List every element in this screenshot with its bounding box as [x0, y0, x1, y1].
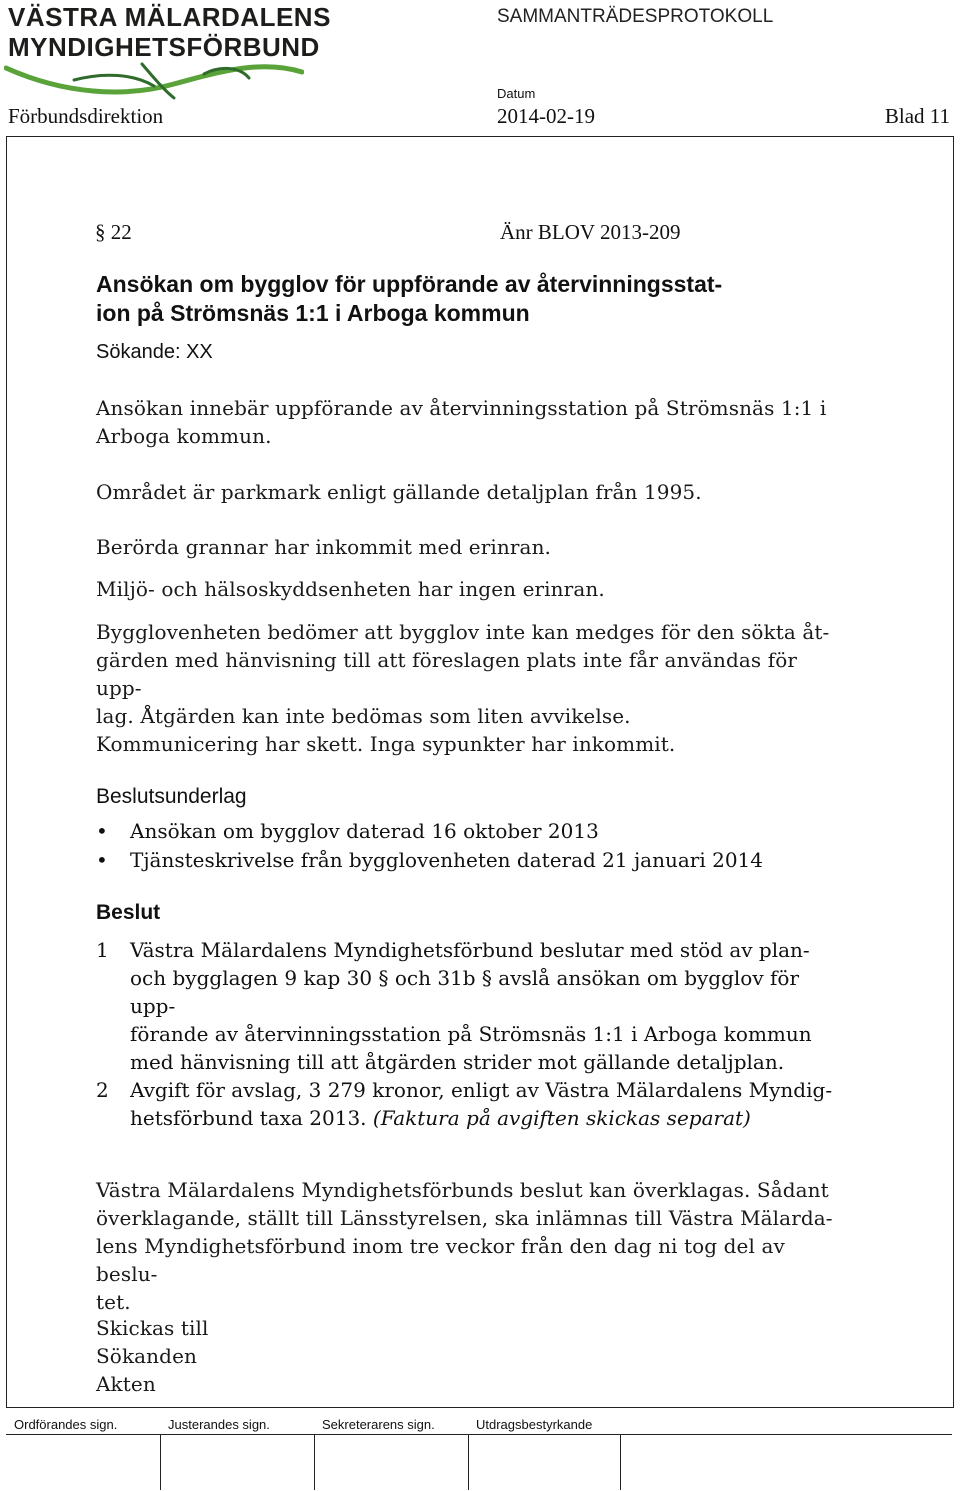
meeting-date: 2014-02-19 [497, 104, 595, 128]
paragraph-6: Kommunicering har skett. Inga sypunkter har inkommit. [96, 732, 676, 756]
adjuster-signature-label: Justerandes sign. [168, 1417, 270, 1432]
case-number: Änr BLOV 2013-209 [500, 220, 681, 244]
signature-divider [160, 1434, 161, 1490]
item-title-line-1: Ansökan om bygglov för uppförande av återvinningsstat- [96, 271, 723, 297]
section-number: § 22 [95, 220, 132, 244]
decision-item-1-line-2: och bygglagen 9 kap 30 § och 31b § avslå ansökan om bygglov för upp- [130, 966, 800, 1018]
recipient: Akten [96, 1372, 156, 1396]
paragraph-5-line-2: gärden med hänvisning till att föreslagen plats inte får användas för upp- [96, 648, 798, 700]
bullet-icon: • [96, 848, 108, 872]
logo-line-2: MYNDIGHETSFÖRBUND [8, 32, 320, 62]
decision-item-1-line-4: med hänvisning till att åtgärden strider mot gällande detaljplan. [130, 1050, 785, 1074]
appeal-line-3: lens Myndighetsförbund inom tre veckor från den dag ni tog del av beslu- [96, 1234, 785, 1286]
paragraph-5-line-1: Bygglovenheten bedömer att bygglov inte kan medges för den sökta åt- [96, 620, 830, 644]
decision-item-1-line-3: förande av återvinningsstation på Strömsnäs 1:1 i Arboga kommun [130, 1022, 812, 1046]
recipient: Sökanden [96, 1344, 197, 1368]
decision-item-1-line-1: Västra Mälardalens Myndighetsförbund beslutar med stöd av plan- [130, 938, 810, 962]
logo-line-1: VÄSTRA MÄLARDALENS [8, 2, 331, 32]
appeal-line-4: tet. [96, 1290, 131, 1314]
signature-divider [620, 1434, 621, 1490]
paragraph-4: Miljö- och hälsoskyddsenheten har ingen erinran. [96, 577, 605, 601]
basis-item-text: Tjänsteskrivelse från bygglovenheten daterad 21 januari 2014 [130, 848, 763, 872]
paragraph-1-line-1: Ansökan innebär uppförande av återvinningsstation på Strömsnäs 1:1 i [96, 396, 827, 420]
decision-item-text [130, 936, 836, 1076]
item-title-line-2: ion på Strömsnäs 1:1 i Arboga kommun [96, 300, 530, 326]
appeal-paragraph [96, 1176, 836, 1316]
send-to-block [96, 1314, 836, 1398]
paragraph-1 [96, 394, 836, 450]
signature-divider [314, 1434, 315, 1490]
applicant: Sökande: XX [96, 341, 213, 363]
appeal-line-1: Västra Mälardalens Myndighetsförbunds beslut kan överklagas. Sådant [96, 1178, 829, 1202]
send-to-label: Skickas till [96, 1316, 209, 1340]
basis-item-text: Ansökan om bygglov daterad 16 oktober 2013 [130, 819, 599, 843]
signature-divider [468, 1434, 469, 1490]
chair-signature-label: Ordförandes sign. [14, 1417, 118, 1432]
decision-item-text [130, 1076, 836, 1132]
signature-box [6, 1434, 952, 1491]
decision-item-2-line-2: hetsförbund taxa 2013. [130, 1106, 367, 1130]
decision-item-number: 1 [96, 938, 109, 962]
bullet-icon: • [96, 819, 108, 843]
paragraph-5-line-3: lag. Åtgärden kan inte bedömas som liten avvikelse. [96, 704, 631, 728]
decision-item-1 [96, 936, 836, 1074]
paragraph-3: Berörda grannar har inkommit med erinran. [96, 535, 552, 559]
basis-heading: Beslutsunderlag [96, 785, 247, 808]
decision-item-2-line-1: Avgift för avslag, 3 279 kronor, enligt av Västra Mälardalens Myndig- [130, 1078, 833, 1102]
decision-item-2 [96, 1076, 836, 1132]
invoice-note: (Faktura på avgiften skickas separat) [372, 1106, 751, 1130]
decision-heading: Beslut [96, 901, 161, 924]
paragraph-1-line-2: Arboga kommun. [96, 424, 272, 448]
item-title [96, 270, 836, 328]
extract-certification-label: Utdragsbestyrkande [476, 1417, 593, 1432]
paragraph-5 [96, 618, 836, 730]
decision-item-number: 2 [96, 1078, 109, 1102]
date-label: Datum [497, 86, 536, 101]
secretary-signature-label: Sekreterarens sign. [322, 1417, 435, 1432]
appeal-line-2: överklagande, ställt till Länsstyrelsen, ska inlämnas till Västra Mälarda- [96, 1206, 833, 1230]
paragraph-2: Området är parkmark enligt gällande detaljplan från 1995. [96, 480, 702, 504]
document-type: SAMMANTRÄDESPROTOKOLL [497, 6, 774, 27]
logo-swoosh-icon [4, 54, 304, 102]
committee-name: Förbundsdirektion [8, 104, 164, 128]
page-number: Blad 11 [884, 104, 950, 128]
